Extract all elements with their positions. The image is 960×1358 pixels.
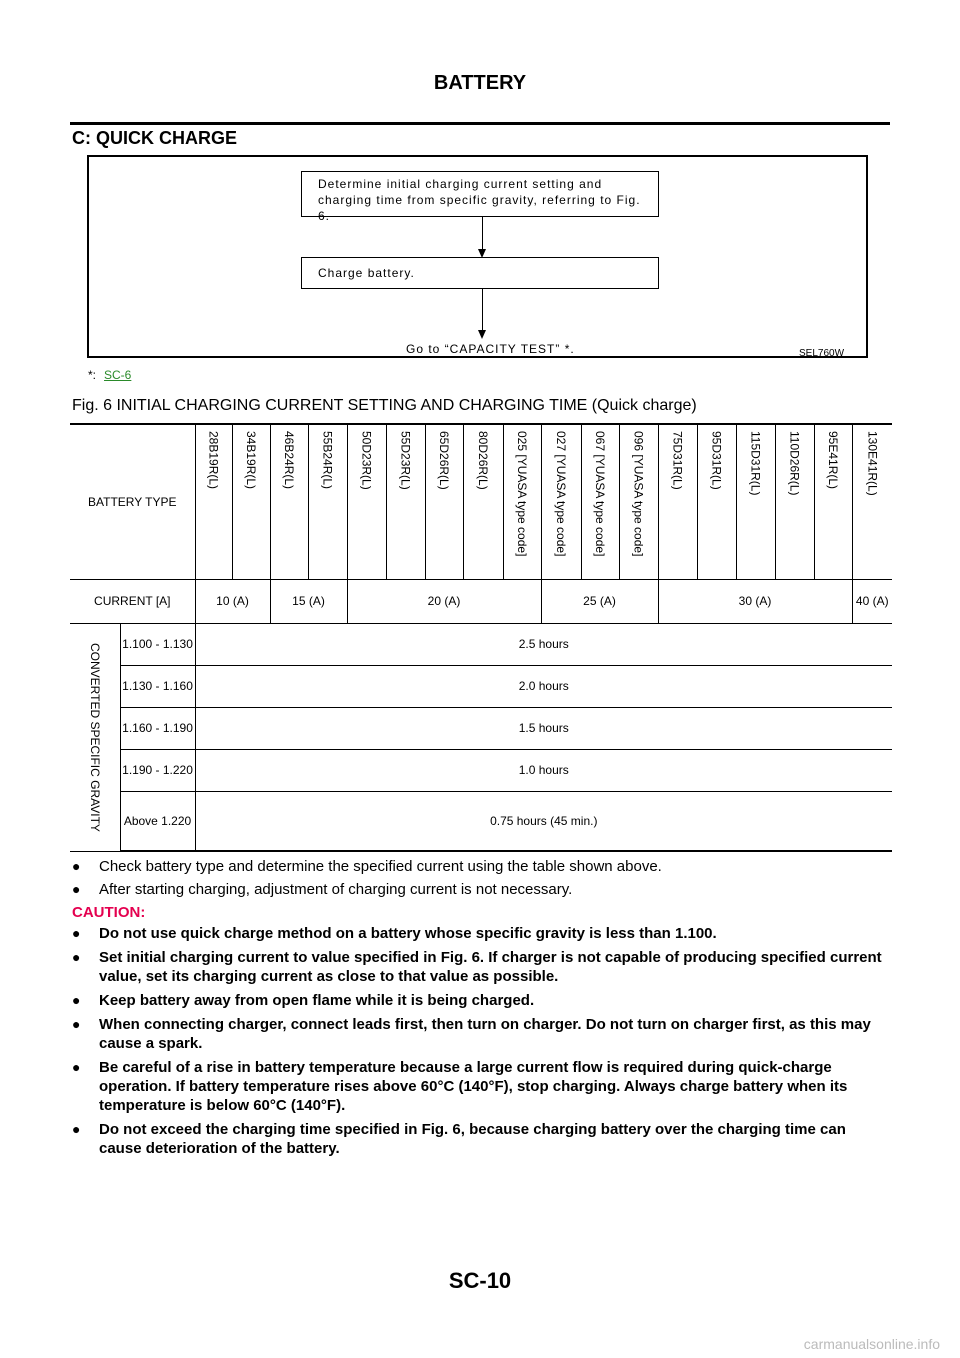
current-cell: 25 (A) [541, 579, 658, 623]
caution-item: ● Be careful of a rise in battery temperature because a large current flow is required during quick-charge operation. If battery temperature rises above 60°C (140°F), stop charging. Always charge battery when its temperature is below 60°C (140°F). [72, 1059, 848, 1114]
gravity-row [70, 749, 892, 791]
caution-item: ● When connecting charger, connect leads first, then turn on charger. Do not turn on charger first, as this may cause a spark. [72, 1016, 871, 1052]
gravity-row [70, 791, 892, 851]
caution-item: ● Set initial charging current to value specified in Fig. 6. If charger is not capable of producing specified current value, set its charging current as close to that value as possible. [72, 949, 882, 985]
bullet-icon: ● [72, 1016, 81, 1032]
battery-type-cell: 55B24R(L) [308, 424, 347, 579]
battery-type-cell: 50D23R(L) [347, 424, 386, 579]
gravity-range: Above 1.220 [120, 791, 195, 851]
battery-type-cell: 46B24R(L) [270, 424, 308, 579]
flowchart [87, 155, 868, 358]
bullet-item: ● After starting charging, adjustment of charging current is not necessary. [72, 881, 573, 898]
flow-step-charge: Charge battery. [301, 257, 659, 289]
gravity-header: CONVERTED SPECIFIC GRAVITY [70, 623, 120, 851]
battery-type-cell: 096 [YUASA type code] [619, 424, 658, 579]
battery-type-cell: 65D26R(L) [425, 424, 463, 579]
flow-final-step: Go to “CAPACITY TEST” *. [406, 342, 575, 356]
bullet-icon: ● [72, 992, 81, 1008]
charge-time: 1.0 hours [195, 749, 892, 791]
header-rule [70, 122, 890, 125]
current-cell: 10 (A) [195, 579, 270, 623]
footnote-link[interactable]: SC-6 [104, 368, 132, 382]
gravity-range: 1.190 - 1.220 [120, 749, 195, 791]
battery-type-cell: 067 [YUASA type code] [581, 424, 619, 579]
gravity-row [70, 665, 892, 707]
charge-time: 1.5 hours [195, 707, 892, 749]
battery-type-cell: 55D23R(L) [386, 424, 425, 579]
bullet-icon: ● [72, 949, 81, 965]
flow-arrow-head-2 [478, 330, 486, 339]
current-cell: 15 (A) [270, 579, 347, 623]
caution-label: CAUTION: [72, 904, 146, 921]
battery-type-cell: 28B19R(L) [195, 424, 232, 579]
section-title: C: QUICK CHARGE [72, 128, 237, 148]
watermark: carmanualsonline.info [803, 1336, 940, 1352]
charge-time: 2.0 hours [195, 665, 892, 707]
current-cell: 30 (A) [658, 579, 852, 623]
caution-item: ● Do not exceed the charging time specified in Fig. 6, because charging battery over the charging time can cause deterioration of the battery. [72, 1121, 846, 1157]
bullet-icon: ● [72, 881, 81, 897]
flow-step-determine: Determine initial charging current setting and charging time from specific gravity, referring to Fig. 6. [301, 171, 659, 217]
bullet-item: ● Check battery type and determine the specified current using the table shown above. [72, 858, 662, 875]
charge-time: 2.5 hours [195, 623, 892, 665]
battery-type-cell: 025 [YUASA type code] [503, 424, 541, 579]
bullet-icon: ● [72, 858, 81, 874]
charge-time: 0.75 hours (45 min.) [195, 791, 892, 851]
footnote-marker: *: [88, 368, 97, 382]
footnote [88, 368, 131, 382]
battery-type-cell: 130E41R(L) [852, 424, 892, 579]
charging-table [70, 423, 892, 852]
caution-item: ● Do not use quick charge method on a battery whose specific gravity is less than 1.100. [72, 925, 717, 942]
battery-type-cell: 34B19R(L) [232, 424, 270, 579]
bullet-icon: ● [72, 925, 81, 941]
page-number: SC-10 [448, 1268, 512, 1293]
current-row [70, 579, 892, 623]
gravity-range: 1.130 - 1.160 [120, 665, 195, 707]
battery-type-cell: 027 [YUASA type code] [541, 424, 581, 579]
battery-type-cell: 95E41R(L) [814, 424, 852, 579]
figure-code: SEL760W [799, 348, 845, 359]
page-title: BATTERY [433, 72, 527, 94]
instructions [72, 857, 890, 1163]
current-cell: 40 (A) [852, 579, 892, 623]
battery-type-cell: 110D26R(L) [775, 424, 814, 579]
bullet-icon: ● [72, 1121, 81, 1137]
caution-item: ● Keep battery away from open flame while it is being charged. [72, 992, 535, 1009]
flow-arrow-line-2 [482, 289, 483, 333]
gravity-row [70, 707, 892, 749]
figure-caption: Fig. 6 INITIAL CHARGING CURRENT SETTING AND CHARGING TIME (Quick charge) [72, 397, 697, 414]
battery-type-cell: 95D31R(L) [697, 424, 736, 579]
gravity-row [70, 623, 892, 665]
battery-type-row [70, 424, 892, 579]
battery-type-cell: 115D31R(L) [736, 424, 775, 579]
battery-type-cell: 75D31R(L) [658, 424, 697, 579]
battery-type-header: BATTERY TYPE [70, 424, 195, 579]
current-cell: 20 (A) [347, 579, 541, 623]
battery-type-cell: 80D26R(L) [463, 424, 503, 579]
gravity-range: 1.100 - 1.130 [120, 623, 195, 665]
flow-arrow-line-1 [482, 217, 483, 253]
gravity-range: 1.160 - 1.190 [120, 707, 195, 749]
current-header: CURRENT [A] [70, 579, 195, 623]
bullet-icon: ● [72, 1059, 81, 1075]
